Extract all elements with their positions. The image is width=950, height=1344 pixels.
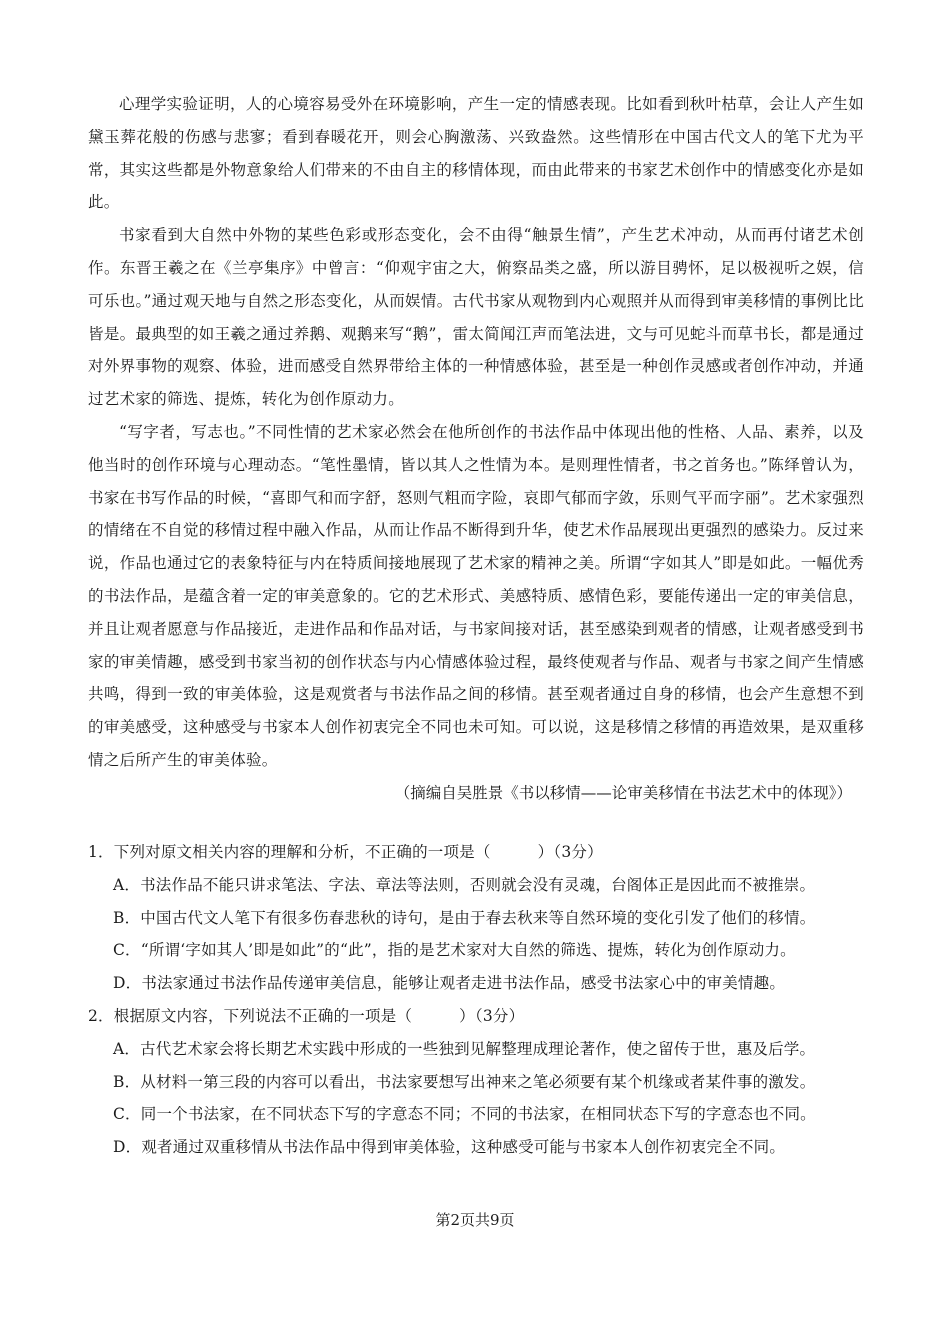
- question-2-option-d: D．观者通过双重移情从书法作品中得到审美体验，这种感受可能与书家本人创作初衷完全不同。: [113, 1138, 786, 1157]
- question-1: [88, 836, 864, 1000]
- reading-passage: [88, 88, 864, 810]
- question-2-stem: 2．根据原文内容，下列说法不正确的一项是（ ）（3分）: [88, 1006, 525, 1025]
- question-1-option-c: C．“所谓‘字如其人’即是如此”的“此”，指的是艺术家对大自然的筛选、提炼，转化为创作原动力。: [113, 941, 796, 960]
- question-2-option-c: C．同一个书法家，在不同状态下写的字意态不同；不同的书法家，在相同状态下写的字意态也不同。: [113, 1105, 816, 1124]
- passage-source: （摘编自吴胜景《书以移情——论审美移情在书法艺术中的体现》）: [394, 783, 852, 802]
- passage-paragraph-2: 书家看到大自然中外物的某些色彩或形态变化，会不由得“触景生情”，产生艺术冲动，从而再付诸艺术创作。东晋王羲之在《兰亭集序》中曾言：“仰观宇宙之大，俯察品类之盛，所以游目骋怀，足以极视听之娱，信可乐也。”通过观天地与自然之形态变化，从而娱情。古代书家从观物到内心观照并从而得到审美移情的事例比比皆是。最典型的如王羲之通过养鹅、观鹅来写“鹅”，雷太简闻江声而笔法进，文与可见蛇斗而草书长，都是通过对外界事物的观察、体验，进而感受自然界带给主体的一种情感体验，甚至是一种创作灵感或者创作冲动，并通过艺术家的筛选、提炼，转化为创作原动力。: [88, 226, 864, 409]
- question-2-option-a: A．古代艺术家会将长期艺术实践中形成的一些独到见解整理成理论著作，使之留传于世，惠及后学。: [113, 1039, 816, 1058]
- passage-paragraph-1: 心理学实验证明，人的心境容易受外在环境影响，产生一定的情感表现。比如看到秋叶枯草，会让人产生如黛玉葬花般的伤感与悲寥；看到春暖花开，则会心胸激荡、兴致盎然。这些情形在中国古代文人的笔下尤为平常，其实这些都是外物意象给人们带来的不由自主的移情体现，而由此带来的书家艺术创作中的情感变化亦是如此。: [88, 95, 864, 212]
- question-1-option-a: A．书法作品不能只讲求笔法、字法、章法等法则，否则就会没有灵魂，台阁体正是因此而不被推崇。: [113, 875, 816, 894]
- question-1-option-d: D．书法家通过书法作品传递审美信息，能够让观者走进书法作品，感受书法家心中的审美情趣。: [113, 974, 786, 993]
- question-section: [88, 836, 864, 1164]
- question-1-option-b: B．中国古代文人笔下有很多伤春悲秋的诗句，是由于春去秋来等自然环境的变化引发了他们的移情。: [113, 908, 816, 927]
- passage-paragraph-3: “写字者，写志也。”不同性情的艺术家必然会在他所创作的书法作品中体现出他的性格、人品、素养，以及他当时的创作环境与心理动态。“笔性墨情，皆以其人之性情为本。是则理性情者，书之首务也。”陈绎曾认为，书家在书写作品的时候，“喜即气和而字舒，怒则气粗而字险，哀即气郁而字敛，乐则气平而字丽”。艺术家强烈的情绪在不自觉的移情过程中融入作品，从而让作品不断得到升华，使艺术作品展现出更强烈的感染力。反过来说，作品也通过它的表象特征与内在特质间接地展现了艺术家的精神之美。所谓“字如其人”即是如此。一幅优秀的书法作品，是蕴含着一定的审美意象的。它的艺术形式、美感特质、感情色彩，要能传递出一定的审美信息，并且让观者愿意与作品接近，走进作品和作品对话，与书家间接对话，甚至感染到观者的情感，让观者感受到书家的审美情趣，感受到书家当初的创作状态与内心情感体验过程，最终使观者与作品、观者与书家之间产生情感共鸣，得到一致的审美体验，这是观赏者与书法作品之间的移情。甚至观者通过自身的移情，也会产生意想不到的审美感受，这种感受与书家本人创作初衷完全不同也未可知。可以说，这是移情之移情的再造效果，是双重移情之后所产生的审美体验。: [88, 422, 864, 769]
- question-2: [88, 1000, 864, 1164]
- page-number: 第2页共9页: [435, 1211, 515, 1229]
- question-1-stem: 1．下列对原文相关内容的理解和分析，不正确的一项是（ ）（3分）: [88, 843, 603, 861]
- question-2-option-b: B．从材料一第三段的内容可以看出，书法家要想写出神来之笔必须要有某个机缘或者某件事的激发。: [113, 1072, 816, 1091]
